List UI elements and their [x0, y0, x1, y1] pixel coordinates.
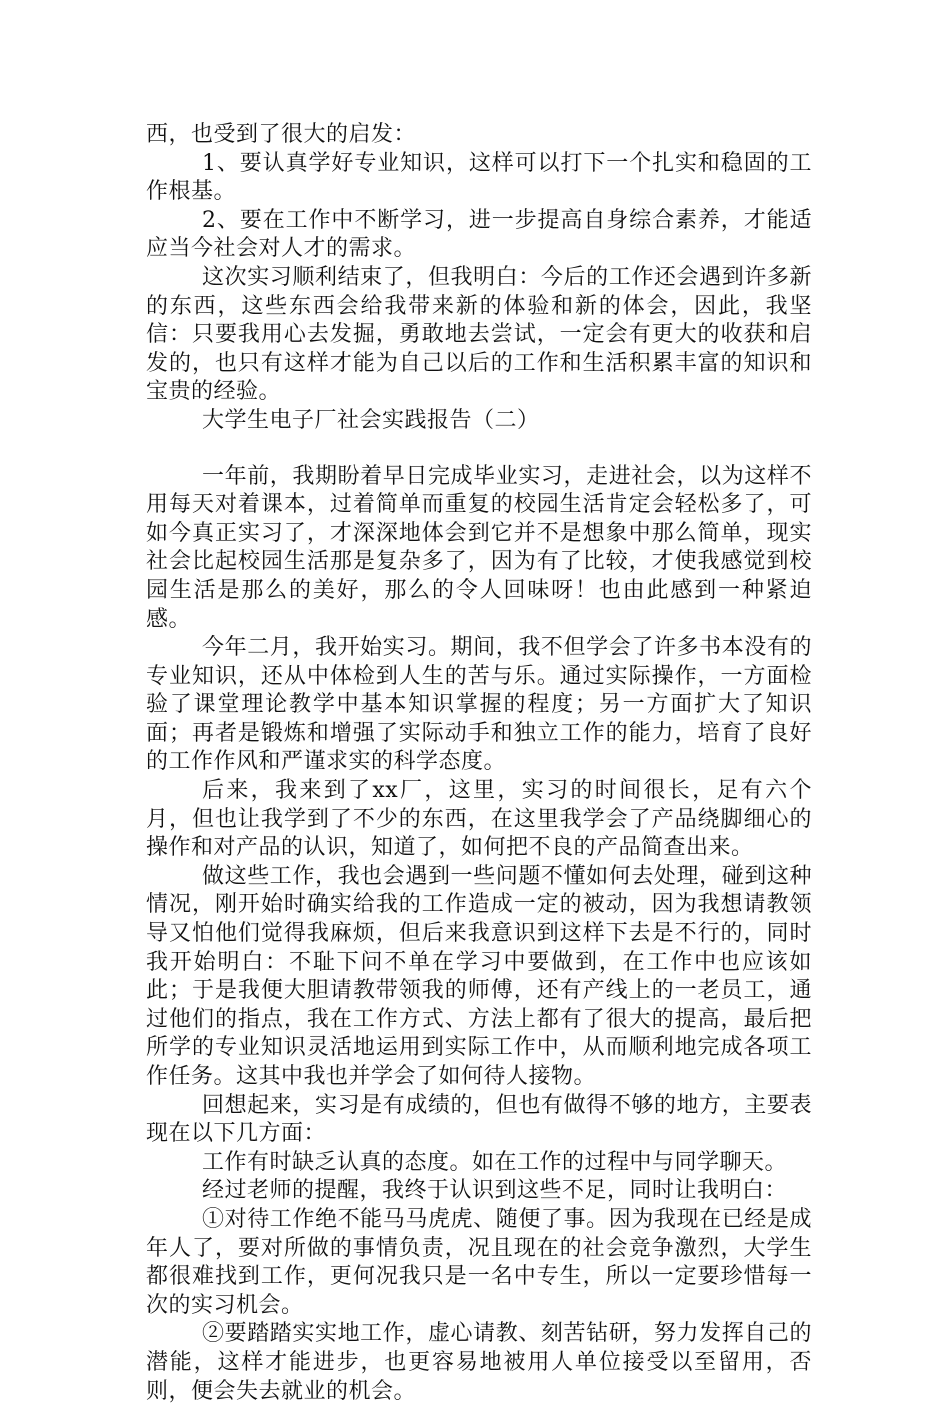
paragraph-continuation: 西，也受到了很大的启发： [146, 122, 417, 147]
paragraph-intro: 一年前，我期盼着早日完成毕业实习，走进社会，以为这样不用每天对着课本，过着简单而重复的校园生活肯定会轻松多了，可如今真正实习了，才深深地体会到它并不是想象中那么简单，现实社会比起校园生活那是复杂多了，因为有了比较，才使我感觉到校园生活是那么的美好，那么的令人回味呀！也由此感到一种紧迫感。 [146, 463, 812, 632]
document-body [146, 121, 812, 1406]
paragraph-shortcoming: 工作有时缺乏认真的态度。如在工作的过程中与同学聊天。 [202, 1149, 788, 1175]
paragraph-reflection: 回想起来，实习是有成绩的，但也有做得不够的地方，主要表现在以下几方面： [146, 1092, 812, 1147]
blank-line [146, 436, 812, 463]
paragraph-factory: 后来，我来到了xx厂，这里，实习的时间很长，足有六个月，但也让我学到了不少的东西，在这里我学会了产品绕脚细心的操作和对产品的认识，知道了，如何把不良的产品简查出来。 [146, 778, 812, 861]
paragraph-problems: 做这些工作，我也会遇到一些问题不懂如何去处理，碰到这种情况，刚开始时确实给我的工作造成一定的被动，因为我想请教领导又怕他们觉得我麻烦，但后来我意识到这样下去是不行的，同时我开始明白：不耻下问不单在学习中要做到，在工作中也应该如此；于是我便大胆请教带领我的师傅，还有产线上的一老员工，通过他们的指点，我在工作方式、方法上都有了很大的提高，最后把所学的专业知识灵活地运用到实际工作中，从而顺利地完成各项工作任务。这其中我也并学会了如何待人接物。 [146, 863, 812, 1089]
section-heading: 大学生电子厂社会实践报告（二） [202, 407, 540, 433]
paragraph-point-1: 1、要认真学好专业知识，这样可以打下一个扎实和稳固的工作根基。 [146, 150, 812, 205]
paragraph-conclusion: 这次实习顺利结束了，但我明白：今后的工作还会遇到许多新的东西，这些东西会给我带来新的体验和新的体会，因此，我坚信：只要我用心去发掘，勇敢地去尝试，一定会有更大的收获和启发的，也只有这样才能为自己以后的工作和生活积累丰富的知识和宝贵的经验。 [146, 264, 812, 405]
paragraph-teacher: 经过老师的提醒，我终于认识到这些不足，同时让我明白： [202, 1178, 788, 1204]
paragraph-lesson-1: ①对待工作绝不能马马虎虎、随便了事。因为我现在已经是成年人了，要对所做的事情负责，况且现在的社会竞争激烈，大学生都很难找到工作，更何况我只是一名中专生，所以一定要珍惜每一次的实习机会。 [146, 1206, 812, 1318]
paragraph-february: 今年二月，我开始实习。期间，我不但学会了许多书本没有的专业知识，还从中体检到人生的苦与乐。通过实际操作，一方面检验了课堂理论教学中基本知识掌握的程度；另一方面扩大了知识面；再者是锻炼和增强了实际动手和独立工作的能力，培育了良好的工作作风和严谨求实的科学态度。 [146, 635, 812, 775]
paragraph-lesson-2: ②要踏踏实实地工作，虚心请教、刻苦钻研，努力发挥自己的潜能，这样才能进步，也更容易地被用人单位接受以至留用，否则，便会失去就业的机会。 [146, 1321, 812, 1404]
paragraph-point-2: 2、要在工作中不断学习，进一步提高自身综合素养，才能适应当今社会对人才的需求。 [146, 207, 812, 262]
